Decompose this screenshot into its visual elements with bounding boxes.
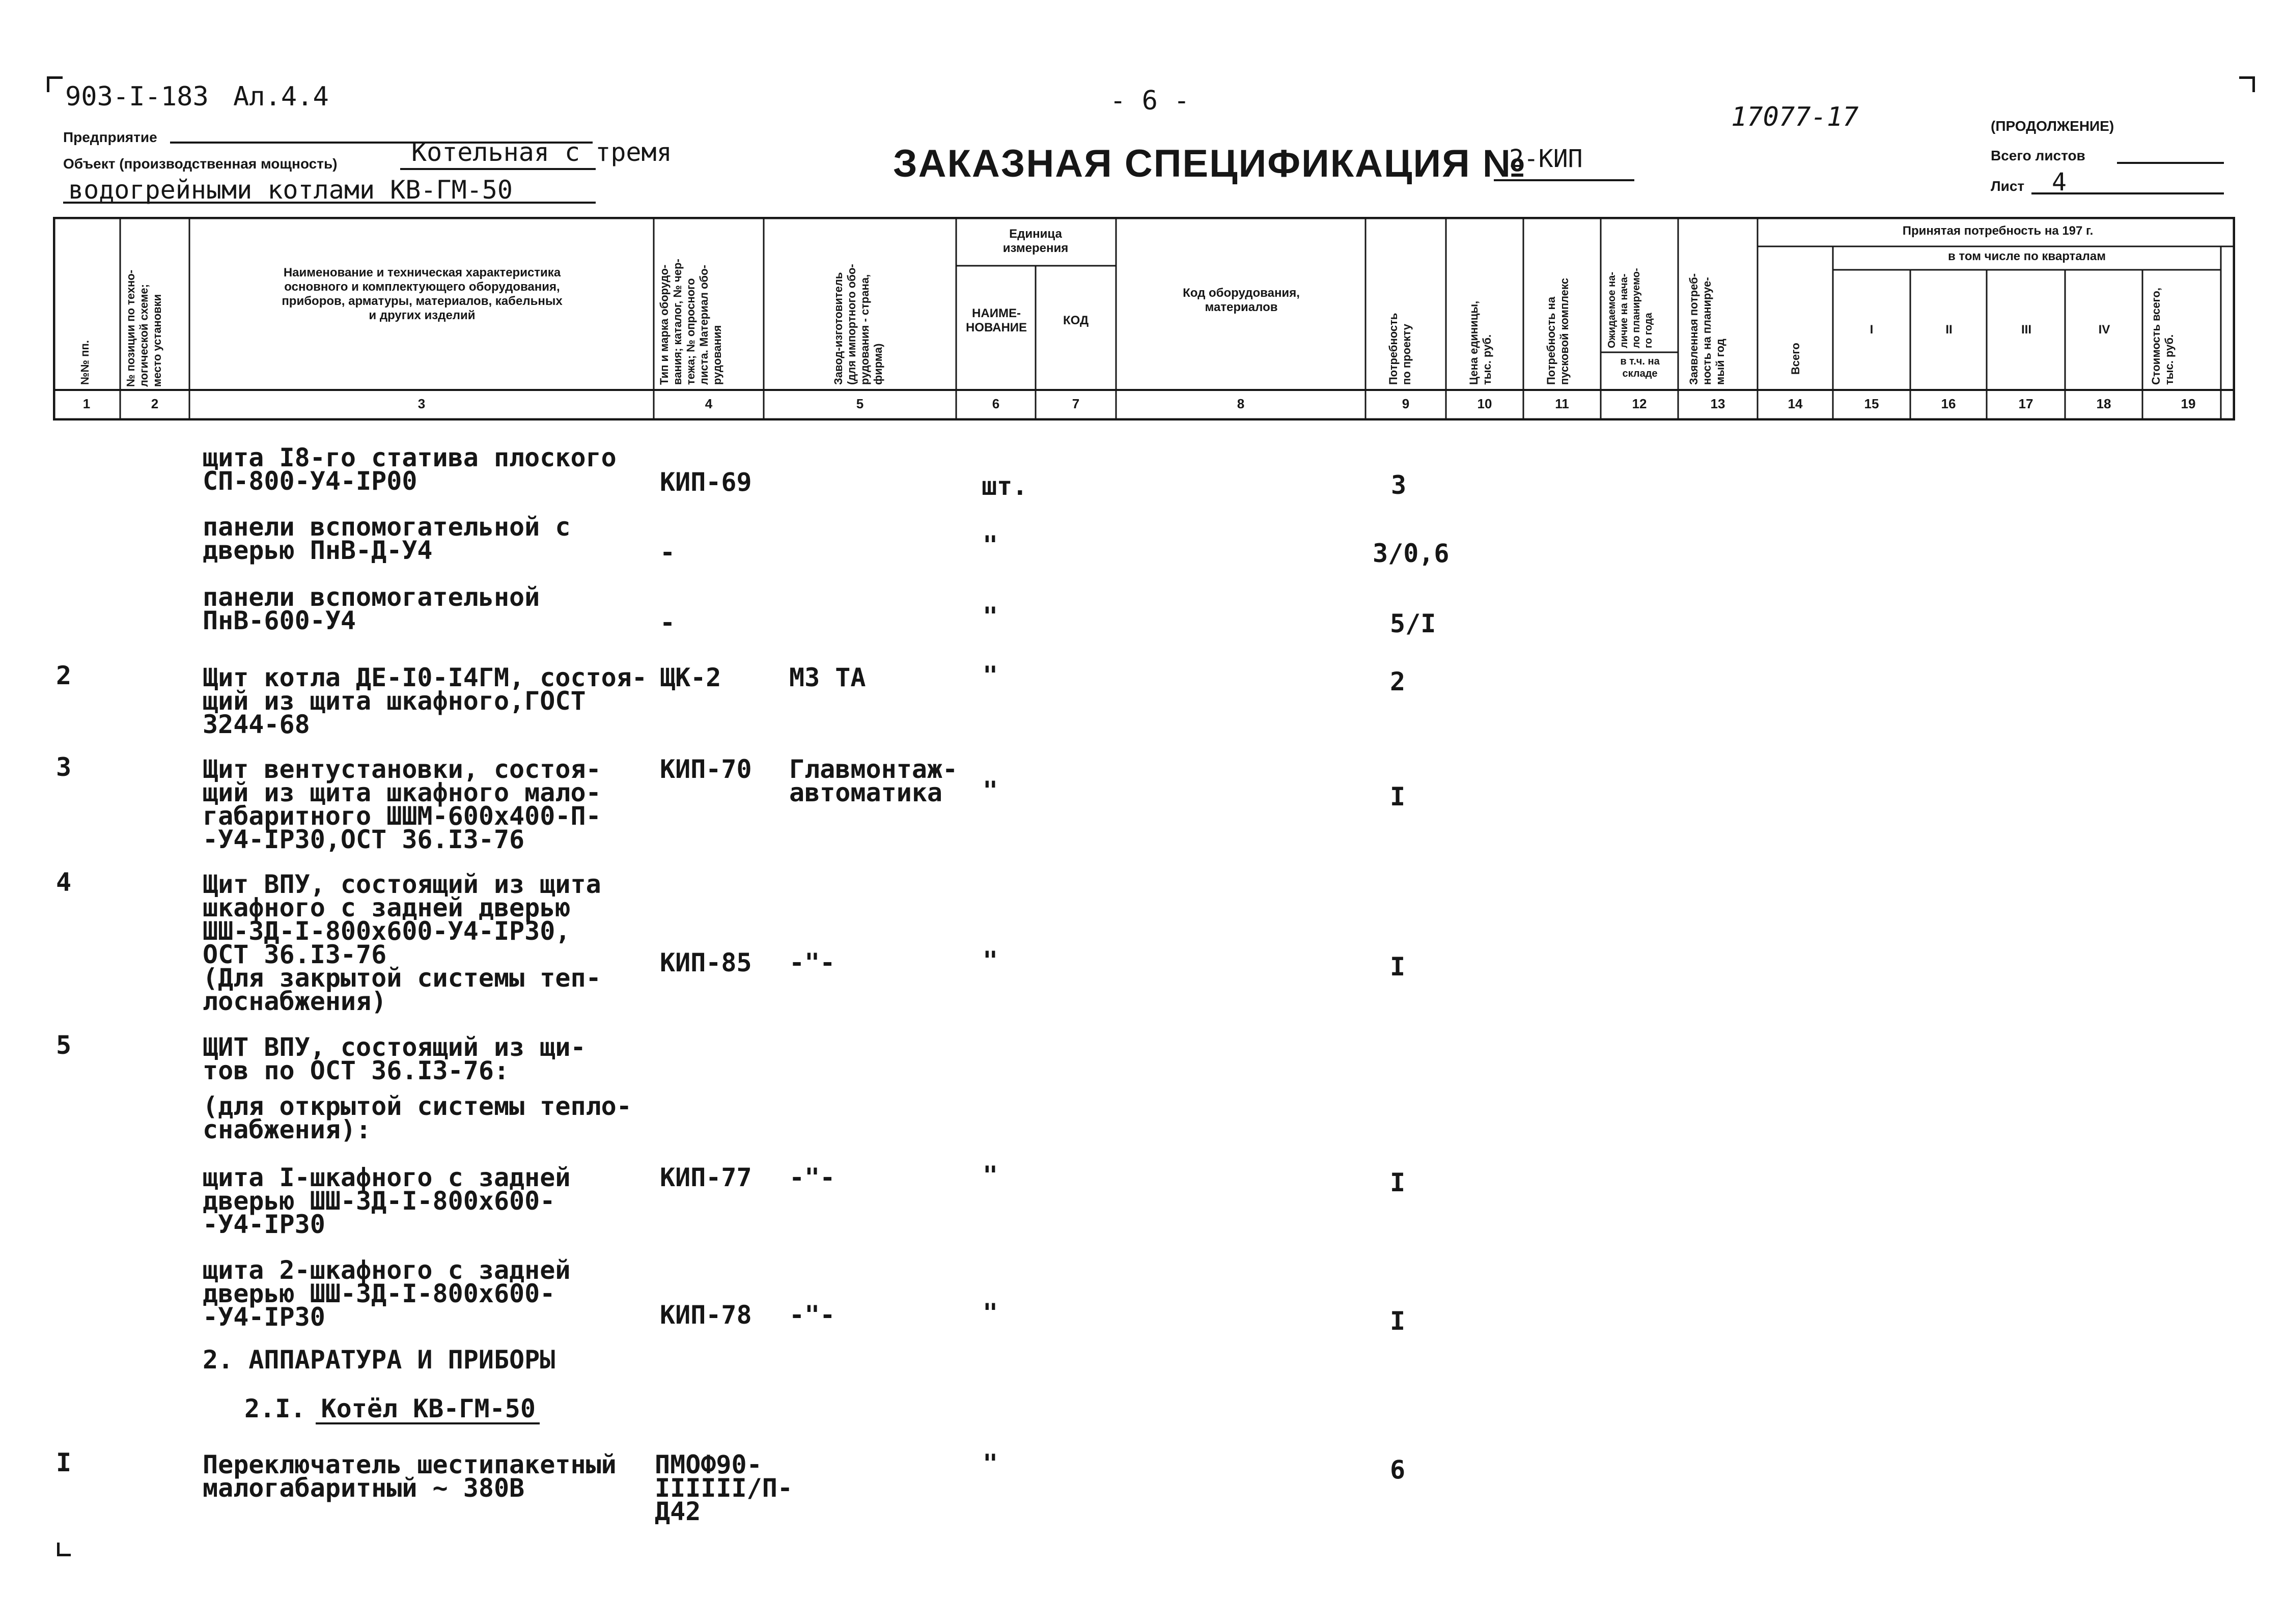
row-type: КИП-85 xyxy=(660,948,752,977)
col-number: 5 xyxy=(856,396,864,411)
subsection-underline xyxy=(316,1422,540,1424)
col-number: 17 xyxy=(2018,396,2033,411)
col-header-7: КОД xyxy=(1063,314,1089,327)
object-underline-2 xyxy=(63,202,596,204)
row-description: Щит ВПУ, состоящий из щита шкафного с задней дверью ШШ-ЗД-I-800х600-У4-IP30, ОСТ 36.I3-76 (Для закрытой системы теп- лоснабжения) xyxy=(203,870,601,1016)
row-description: панели вспомогательной с дверью ПнВ-Д-У4 xyxy=(203,512,571,565)
row-number: 5 xyxy=(56,1030,72,1060)
row-description: ЩИТ ВПУ, состоящий из щи- тов по ОСТ 36.I3-76: xyxy=(203,1032,586,1085)
row-unit: " xyxy=(983,946,998,975)
row-unit: " xyxy=(983,1298,998,1328)
row-description: (для открытой системы тепло- снабжения): xyxy=(203,1091,632,1144)
col-number: 12 xyxy=(1632,396,1647,411)
col-number: 11 xyxy=(1555,396,1569,411)
spec-table-header xyxy=(53,217,2235,421)
row-maker: -"- xyxy=(789,1163,835,1192)
sheet-label: Лист xyxy=(1991,178,2025,194)
row-type: ЩК-2 xyxy=(660,663,721,692)
col-header-9: Потребность по проекту xyxy=(1387,313,1413,385)
row-maker: МЗ ТА xyxy=(789,663,866,692)
row-description: панели вспомогательной ПнВ-600-У4 xyxy=(203,582,540,635)
enterprise-label: Предприятие xyxy=(63,129,157,145)
registration-stamp: 17077-17 xyxy=(1731,102,1859,132)
row-maker: -"- xyxy=(789,1300,835,1330)
col-header-13: Заявленная потреб- ность на планируе- мый год xyxy=(1687,273,1726,385)
col-number: 10 xyxy=(1477,396,1492,411)
corner-mark-top-left xyxy=(47,76,63,92)
accepted-group-header: Принятая потребность на 197 г. xyxy=(1902,224,2094,238)
row-unit: " xyxy=(983,661,998,690)
album-number: Ал.4.4 xyxy=(233,81,329,112)
doc-code: 903-I-183 xyxy=(65,81,209,112)
row-description: щита I8-го статива плоского СП-800-У4-IP00 xyxy=(203,443,617,496)
col-header-1: №№ пп. xyxy=(78,340,91,385)
row-description: щита 2-шкафного с задней дверью ШШ-ЗД-I-800х600- -У4-IP30 xyxy=(203,1255,571,1332)
total-sheets-line xyxy=(2117,162,2224,164)
col-header-11: Потребность на пусковой комплекс xyxy=(1545,278,1571,385)
row-quantity: 3/0,6 xyxy=(1373,539,1450,568)
col-header-17: III xyxy=(2021,323,2031,337)
col-number: 13 xyxy=(1710,396,1725,411)
col-number: 8 xyxy=(1237,396,1245,411)
row-description: Щит котла ДЕ-I0-I4ГМ, состоя- щий из щита шкафного,ГОСТ 3244-68 xyxy=(203,663,647,739)
total-sheets-label: Всего листов xyxy=(1991,148,2085,163)
object-line-1: Котельная с тремя xyxy=(411,137,672,167)
spec-number: 2-КИП xyxy=(1509,145,1583,173)
col-number: 6 xyxy=(992,396,1000,411)
object-underline-1 xyxy=(400,168,596,170)
row-type: ПМОФ90- IIIIII/П- Д42 xyxy=(655,1450,793,1526)
col-number: 15 xyxy=(1864,396,1879,411)
col-header-16: II xyxy=(1945,323,1953,337)
col-header-14: Всего xyxy=(1789,343,1802,375)
row-quantity: I xyxy=(1390,1306,1406,1336)
row-quantity: 2 xyxy=(1390,667,1406,696)
row-quantity: I xyxy=(1390,1168,1406,1197)
spec-number-underline xyxy=(1494,179,1634,181)
sheet-number: 4 xyxy=(2052,168,2067,197)
quarters-group-header: в том числе по кварталам xyxy=(1947,249,2106,263)
col-number: 2 xyxy=(151,396,159,411)
row-unit: " xyxy=(983,1161,998,1190)
row-type: КИП-78 xyxy=(660,1300,752,1330)
row-number: 4 xyxy=(56,867,72,897)
col-number: 4 xyxy=(705,396,713,411)
col-number: 7 xyxy=(1072,396,1080,411)
row-maker: Главмонтаж- автоматика xyxy=(789,754,958,807)
col-header-12-bottom: в т.ч. на складе xyxy=(1620,356,1660,379)
col-number: 3 xyxy=(417,396,426,411)
corner-mark-top-right xyxy=(2239,76,2255,92)
col-header-18: IV xyxy=(2098,323,2110,337)
col-number: 14 xyxy=(1788,396,1803,411)
col-header-3: Наименование и техническая характеристика основного и комплектующего оборудования, приборов, арматуры, материалов, кабельных и других изделий xyxy=(282,266,563,322)
row-description: Переключатель шестипакетный малогабаритный ~ 380В xyxy=(203,1450,617,1503)
row-type: КИП-70 xyxy=(660,754,752,784)
corner-mark-bottom-left xyxy=(57,1543,71,1556)
col-header-15: I xyxy=(1870,323,1874,337)
col-header-19: Стоимость всего, тыс. руб. xyxy=(2150,288,2176,385)
row-quantity: I xyxy=(1390,782,1406,811)
row-type: - xyxy=(660,608,676,637)
row-description: Щит вентустановки, состоя- щий из щита шкафного мало- габаритного ШШМ-600х400-П- -У4-IP30,ОСТ 36.I3-76 xyxy=(203,754,601,854)
col-header-4: Тип и марка оборудо- вания; каталог, № чер- тежа; № опросного листа. Материал обо- рудования xyxy=(658,259,723,385)
col-header-10: Цена единицы, тыс. руб. xyxy=(1467,300,1493,385)
col-header-5: Завод-изготовитель (для импортного обо- рудования - страна, фирма) xyxy=(832,264,884,385)
col-header-6: НАИМЕ- НОВАНИЕ xyxy=(965,306,1027,334)
unit-group-header: Единица измерения xyxy=(1002,227,1069,255)
row-unit: " xyxy=(983,1449,998,1478)
col-header-12-top: Ожидаемое на- личие на нача- ло планируемо- го года xyxy=(1606,268,1654,348)
row-quantity: 5/I xyxy=(1390,609,1436,638)
row-quantity: 6 xyxy=(1390,1455,1406,1485)
col-header-8: Код оборудования, материалов xyxy=(1183,286,1300,314)
row-type: КИП-69 xyxy=(660,467,752,497)
page-title: ЗАКАЗНАЯ СПЕЦИФИКАЦИЯ № xyxy=(893,142,1527,185)
col-number: 9 xyxy=(1402,396,1410,411)
row-unit: " xyxy=(983,530,998,560)
object-label: Объект (производственная мощность) xyxy=(63,156,338,172)
object-line-2: водогрейными котлами КВ-ГМ-50 xyxy=(68,175,513,205)
row-unit: шт. xyxy=(982,471,1028,501)
subsection-heading: 2.I. Котёл КВ-ГМ-50 xyxy=(244,1394,536,1423)
page-number: - 6 - xyxy=(1110,86,1190,116)
continuation-label: (ПРОДОЛЖЕНИЕ) xyxy=(1991,118,2114,134)
col-number: 18 xyxy=(2096,396,2111,411)
col-number: 1 xyxy=(82,396,91,411)
row-quantity: 3 xyxy=(1391,470,1407,500)
col-header-2: № позиции по техно- логической схеме; место установки xyxy=(124,269,163,387)
col-number: 16 xyxy=(1941,396,1956,411)
col-number: 19 xyxy=(2181,396,2196,411)
row-type: - xyxy=(660,538,676,567)
row-unit: " xyxy=(983,776,998,805)
row-type: КИП-77 xyxy=(660,1163,752,1192)
row-maker: -"- xyxy=(789,948,835,977)
row-number: I xyxy=(56,1448,72,1477)
row-quantity: I xyxy=(1390,952,1406,982)
row-number: 3 xyxy=(56,752,72,782)
section-heading: 2. АППАРАТУРА И ПРИБОРЫ xyxy=(203,1345,555,1375)
row-unit: " xyxy=(983,602,998,631)
row-number: 2 xyxy=(56,661,72,690)
sheet-number-line xyxy=(2031,192,2224,194)
row-description: щита I-шкафного с задней дверью ШШ-ЗД-I-800х600- -У4-IP30 xyxy=(203,1163,571,1239)
